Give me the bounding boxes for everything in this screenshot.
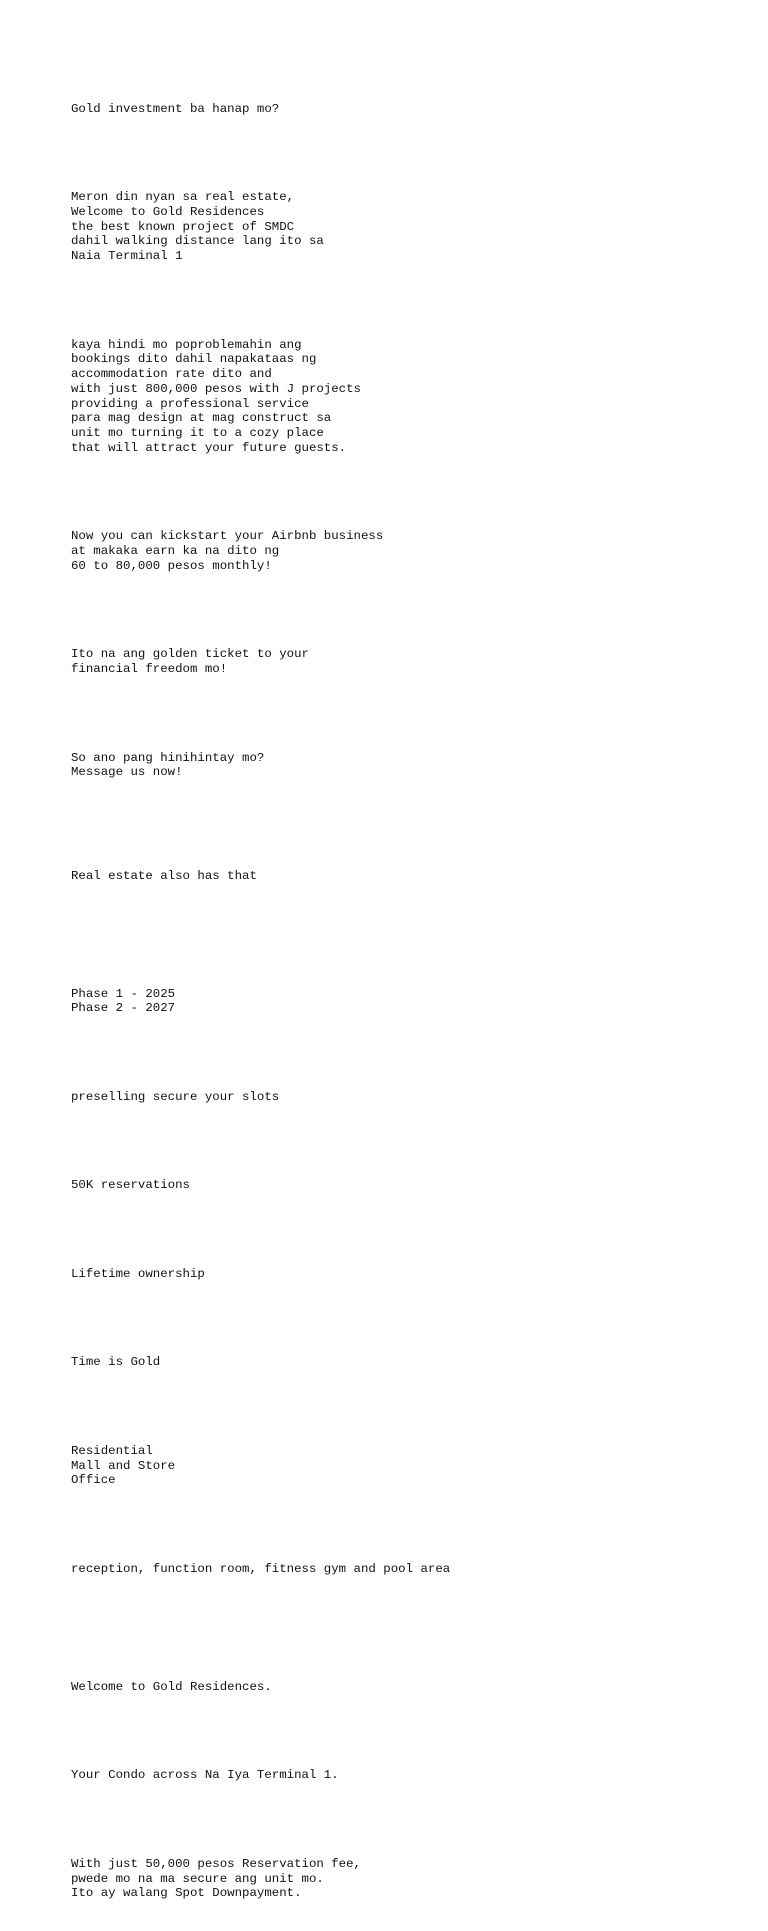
note-reservations: 50K reservations — [71, 1178, 190, 1193]
intro-welcome-paragraph: Meron din nyan sa real estate, Welcome to Gold Residences the best known project of SMDC dahil walking distance lang ito sa Naia Terminal 1 — [71, 190, 324, 263]
spacer — [71, 1518, 751, 1533]
note-amenities: reception, function room, fitness gym and pool area — [71, 1561, 451, 1576]
spacer — [71, 1046, 751, 1061]
intro-bookings-paragraph: kaya hindi mo poproblemahin ang bookings dito dahil napakataas ng accommodation rate dito and with just 800,000 pesos with J projects providing a professional service para mag design at mag construct sa unit mo turning it to a cozy place that will attract your future guests. — [71, 337, 361, 455]
note-real-estate: Real estate also has that — [71, 868, 257, 883]
spacer — [71, 1400, 751, 1415]
spacer — [71, 1606, 751, 1650]
closing-reservation-paragraph: With just 50,000 pesos Reservation fee, pwede mo na ma secure ang unit mo. Ito ay walang Spot Downpayment. — [71, 1856, 361, 1901]
closing-welcome: Welcome to Gold Residences. — [71, 1679, 272, 1694]
spacer — [71, 603, 751, 618]
closing-condo: Your Condo across Na Iya Terminal 1. — [71, 1768, 339, 1783]
note-time: Time is Gold — [71, 1355, 161, 1370]
note-preselling: preselling secure your slots — [71, 1089, 280, 1104]
spacer — [71, 485, 751, 500]
intro-airbnb-paragraph: Now you can kickstart your Airbnb business at makaka earn ka na dito ng 60 to 80,000 pesos monthly! — [71, 529, 384, 573]
spacer — [71, 146, 751, 161]
note-ownership: Lifetime ownership — [71, 1266, 205, 1281]
spacer — [71, 1223, 751, 1238]
spacer — [71, 810, 751, 840]
intro-question: Gold investment ba hanap mo? — [71, 101, 280, 116]
spacer — [71, 1813, 751, 1828]
document-body — [71, 72, 751, 1931]
intro-cta-paragraph: So ano pang hinihintay mo? Message us now! — [71, 750, 265, 780]
note-phases: Phase 1 - 2025 Phase 2 - 2027 — [71, 986, 176, 1016]
spacer — [71, 706, 751, 721]
spacer — [71, 1311, 751, 1326]
note-property-types: Residential Mall and Store Office — [71, 1443, 176, 1488]
spacer — [71, 1724, 751, 1739]
spacer — [71, 293, 751, 308]
spacer — [71, 1134, 751, 1149]
spacer — [71, 913, 751, 957]
intro-ticket-paragraph: Ito na ang golden ticket to your financial freedom mo! — [71, 647, 309, 676]
